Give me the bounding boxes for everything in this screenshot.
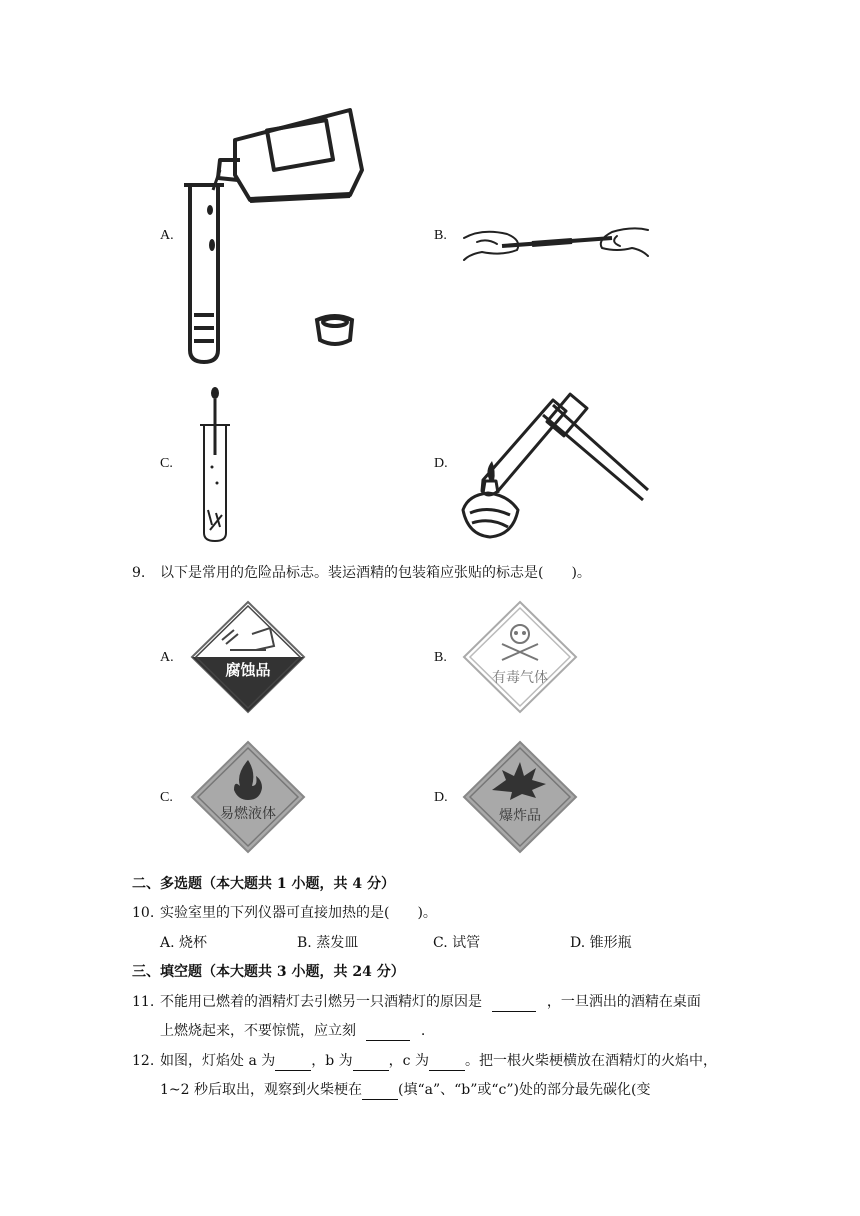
q11-text-2: ，一旦洒出的酒精在桌面: [546, 994, 701, 1010]
q9-option-b-sign: [462, 600, 578, 714]
q9-option-c-sign: [190, 740, 306, 854]
q12-blank-b[interactable]: [353, 1070, 389, 1071]
q8-option-a-label: A.: [160, 228, 174, 243]
q10-option-b-text: 蒸发皿: [316, 935, 359, 951]
q11-blank-1[interactable]: [492, 1011, 536, 1012]
q12-blank-d[interactable]: [362, 1099, 398, 1100]
q10-option-a: [160, 933, 207, 953]
q10-option-c-text: 试管: [452, 935, 481, 951]
q10-option-d-text: 锥形瓶: [589, 935, 632, 951]
q10-option-d-label: D.: [570, 935, 586, 951]
q12-text-1: 如图，灯焰处 a 为: [160, 1053, 276, 1069]
q12-text-3: ，c 为: [388, 1053, 429, 1069]
q10-option-a-text: 烧杯: [179, 935, 208, 951]
q12-number: 12.: [132, 1053, 155, 1069]
q10-option-a-label: A.: [160, 935, 175, 951]
q8-option-d-image: [458, 385, 653, 545]
q12-text-5: 1~2 秒后取出，观察到火柴梗在: [160, 1082, 362, 1098]
q8-option-b-label: B.: [434, 228, 447, 243]
q9-option-d-sign: [462, 740, 578, 854]
q9-option-d-label: D.: [434, 790, 448, 805]
q10-option-c: [433, 933, 480, 953]
q9-number: 9.: [132, 565, 146, 581]
q12-text-6: (填“a”、“b”或“c”)处的部分最先碳化(变: [398, 1082, 651, 1098]
q12-blank-c[interactable]: [429, 1070, 465, 1071]
q9-option-b-sign-text: 有毒气体: [492, 670, 548, 686]
q10-option-b-label: B.: [297, 935, 312, 951]
q9-text: 以下是常用的危险品标志。装运酒精的包装箱应张贴的标志是( )。: [160, 565, 591, 581]
q10-option-d: [570, 933, 632, 953]
q10-option-b: [297, 933, 358, 953]
q10-text: 实验室里的下列仪器可直接加热的是( )。: [160, 905, 437, 921]
q11-line-1: [160, 992, 701, 1012]
q9-option-c-label: C.: [160, 790, 173, 805]
q11-blank-2[interactable]: [366, 1040, 410, 1041]
q11-text-3: 上燃烧起来，不要惊慌，应立刻: [160, 1023, 356, 1039]
q12-line-1: [160, 1051, 717, 1071]
q9-option-c-sign-text: 易燃液体: [220, 806, 276, 822]
q12-text-4: 。把一根火柴梗横放在酒精灯的火焰中，: [464, 1053, 717, 1069]
q11-number: 11.: [132, 994, 155, 1010]
q12-text-2: ，b 为: [311, 1053, 353, 1069]
q8-option-d-label: D.: [434, 456, 448, 471]
q11-text-4: .: [420, 1023, 426, 1039]
q12-blank-a[interactable]: [275, 1070, 311, 1071]
q8-option-b-image: [462, 220, 652, 270]
q9-option-b-label: B.: [434, 650, 447, 665]
q11-text-1: 不能用已燃着的酒精灯去引燃另一只酒精灯的原因是: [160, 994, 482, 1010]
q8-option-c-image: [198, 385, 238, 545]
q9-option-a-label: A.: [160, 650, 174, 665]
q10-option-c-label: C.: [433, 935, 448, 951]
q11-line-2: [160, 1021, 425, 1041]
q9-option-a-sign: [190, 600, 306, 714]
section-3-title: 三、填空题（本大题共 3 小题，共 24 分）: [132, 964, 405, 980]
q12-line-2: [160, 1080, 650, 1100]
q9-option-a-sign-text: 腐蚀品: [225, 661, 271, 679]
section-2-title: 二、多选题（本大题共 1 小题，共 4 分）: [132, 876, 395, 892]
q9-option-d-sign-text: 爆炸品: [499, 808, 541, 824]
q8-option-a-image: [180, 100, 380, 370]
q10-number: 10.: [132, 905, 155, 921]
q8-option-c-label: C.: [160, 456, 173, 471]
